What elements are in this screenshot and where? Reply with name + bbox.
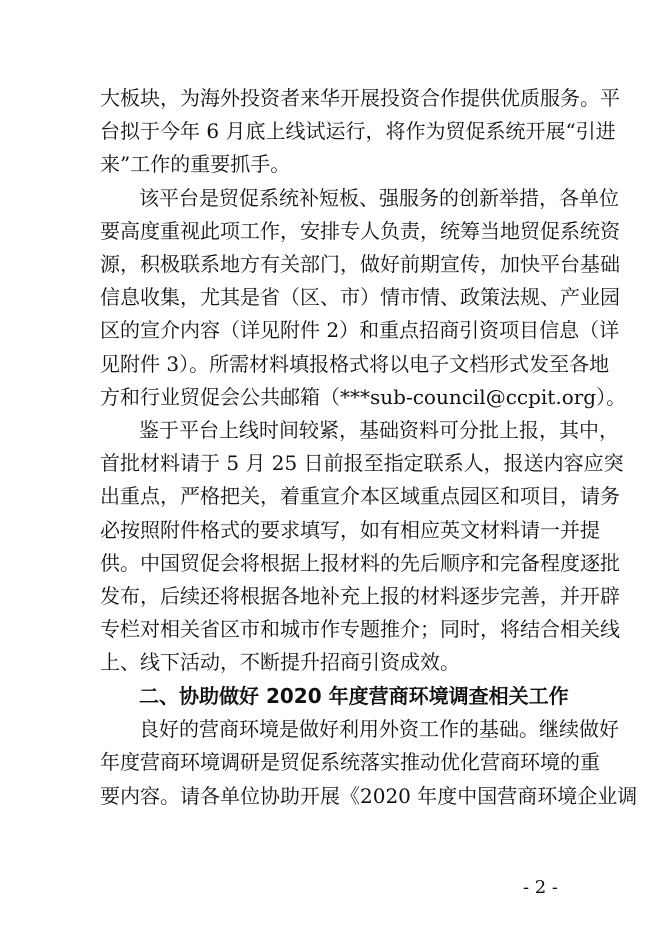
body-text-line: 良好的营商环境是做好利用外资工作的基础。继续做好 [139,717,619,741]
body-text-line: 供。中国贸促会将根据上报材料的先后顺序和完备程度逐批 [100,551,620,575]
body-text-line: 上、线下活动，不断提升招商引资成效。 [100,650,460,674]
body-text-line: 方和行业贸促会公共邮箱（***sub-council@ccpit.org）。 [100,385,627,409]
body-text-line: 要高度重视此项工作，安排专人负责，统筹当地贸促系统资 [100,219,620,243]
page-number: - 2 - [522,877,558,898]
body-text-line: 要内容。请各单位协助开展《2020 年度中国营商环境企业调 [100,784,638,808]
body-text-line: 见附件 3）。所需材料填报格式将以电子文档形式发至各地 [100,352,610,376]
body-text-line: 区的宣介内容（详见附件 2）和重点招商引资项目信息（详 [100,318,620,342]
body-text-line: 首批材料请于 5 月 25 日前报至指定联系人，报送内容应突 [100,451,624,475]
body-text-line: 鉴于平台上线时间较紧，基础资料可分批上报，其中， [139,418,619,442]
body-text-line: 源，积极联系地方有关部门，做好前期宣传，加快平台基础 [100,252,620,276]
body-text-line: 大板块，为海外投资者来华开展投资合作提供优质服务。平 [100,86,620,110]
section-heading: 二、协助做好 2020 年度营商环境调查相关工作 [139,684,569,708]
body-text-line: 必按照附件格式的要求填写，如有相应英文材料请一并提 [100,518,600,542]
body-text-line: 出重点，严格把关，着重宣介本区域重点园区和项目，请务 [100,484,620,508]
body-text-line: 该平台是贸促系统补短板、强服务的创新举措，各单位 [139,186,619,210]
body-text-line: 来”工作的重要抓手。 [100,152,291,176]
body-text-line: 年度营商环境调研是贸促系统落实推动优化营商环境的重 [100,750,600,774]
body-text-line: 专栏对相关省区市和城市作专题推介；同时，将结合相关线 [100,617,620,641]
body-text-line: 发布，后续还将根据各地补充上报的材料逐步完善，并开辟 [100,584,620,608]
body-text-line: 台拟于今年 6 月底上线试运行，将作为贸促系统开展“引进 [100,119,616,143]
body-text-line: 信息收集，尤其是省（区、市）情市情、政策法规、产业园 [100,285,620,309]
